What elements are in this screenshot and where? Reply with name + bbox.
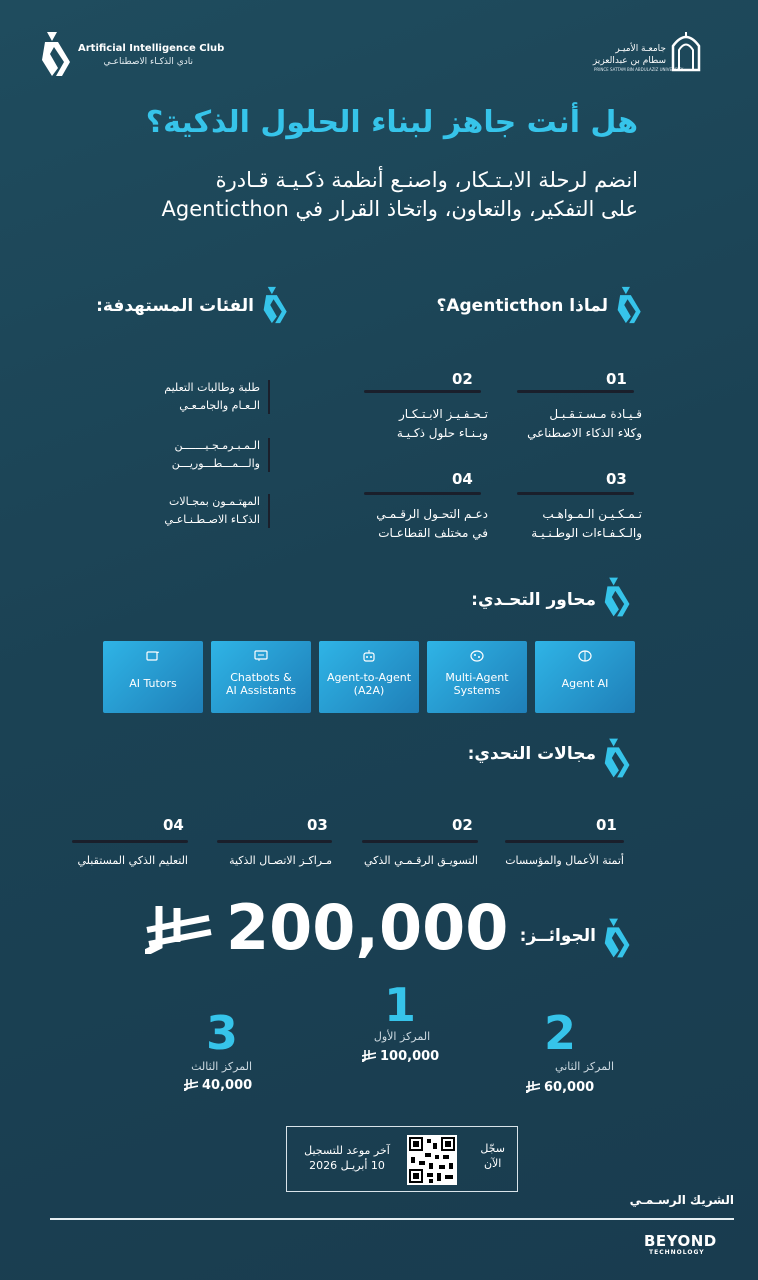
brain-icon	[578, 650, 592, 662]
hero-subtitle-line1: انضم لرحلة الابـتـكار، واصنـع أنظمة ذكـيـة قـادرة	[215, 168, 638, 192]
prizes-title: الجوائــز:	[519, 926, 596, 946]
prizes-total: 200,000	[226, 891, 509, 964]
why-item-divider	[517, 390, 634, 393]
club-name-en: Artificial Intelligence Club	[78, 43, 225, 54]
register-line1: سجّل	[480, 1142, 505, 1155]
university-name-en: PRINCE SATTAM BIN ABDULAZIZ UNIVERSITY	[594, 67, 684, 72]
why-item-line2: والـكـفـاءات الوطـنـيـة	[531, 526, 642, 540]
field-item-label: أتمتة الأعمال والمؤسسات	[505, 854, 624, 867]
axis-card-line1: Agent AI	[561, 677, 609, 690]
axis-card	[535, 641, 635, 713]
axis-card	[103, 641, 203, 713]
why-item-divider	[364, 492, 481, 495]
target-item	[120, 379, 260, 415]
target-line2: والـــمـــطـــوريـــن	[171, 457, 260, 470]
field-item-label: التعليم الذكي المستقبلي	[77, 854, 188, 867]
partner-label: الشريك الرسـمـي	[629, 1193, 734, 1207]
target-item	[120, 493, 260, 529]
axis-card-line1: Agent-to-Agent	[326, 671, 412, 684]
saudi-riyal-icon	[184, 1079, 198, 1091]
prize-label: المركز الثالث	[191, 1060, 252, 1073]
field-item-divider	[505, 840, 624, 843]
why-item-line1: دعـم التحـول الرقـمـي	[376, 507, 488, 521]
target-line2: الذكـاء الاصـطـنـاعـي	[164, 513, 260, 526]
why-item-divider	[364, 390, 481, 393]
university-emblem-icon	[669, 30, 703, 72]
axis-card-line2: AI Assistants	[225, 684, 297, 697]
club-logo-icon	[40, 30, 74, 78]
prize-amount: 40,000	[202, 1078, 253, 1093]
target-item	[120, 437, 260, 473]
field-item-divider	[72, 840, 188, 843]
axis-card-line1: Multi-Agent	[445, 671, 509, 684]
field-item-number: 02	[452, 816, 473, 834]
prize-amount: 100,000	[380, 1049, 440, 1064]
prize-rank: 1	[384, 978, 417, 1032]
why-item-line1: تـمـكـيـن الـمـواهـب	[542, 507, 642, 521]
fields-title: مجالات التحدي:	[467, 744, 596, 764]
why-title: لماذا Agenticthon؟	[436, 296, 608, 316]
why-item-number: 01	[606, 370, 627, 388]
chat-screen-icon	[254, 650, 268, 662]
target-line1: طلبة وطالبات التعليم	[164, 381, 260, 394]
axis-card-line1: Chatbots &	[230, 671, 292, 684]
why-item	[346, 405, 488, 443]
field-item-label: التسويـق الرقـمـي الذكي	[364, 854, 478, 867]
partner-logo-name: BEYOND	[644, 1232, 717, 1250]
qr-code-icon[interactable]	[407, 1135, 457, 1185]
university-name-line2: سطام بن عبدالعزيز	[592, 56, 666, 66]
why-item-line1: قـيـادة مـسـتـقـبـل	[549, 407, 642, 421]
why-section-icon	[616, 282, 644, 328]
prize-label: المركز الثاني	[555, 1060, 614, 1073]
why-item	[346, 505, 488, 543]
prize-rank: 2	[544, 1006, 577, 1060]
hero-subtitle	[60, 166, 638, 224]
saudi-riyal-icon	[145, 906, 213, 954]
prize-amount: 60,000	[544, 1080, 595, 1095]
target-divider	[268, 494, 270, 528]
robot-icon	[362, 650, 376, 662]
partner-logo-tagline: TECHNOLOGY	[649, 1249, 705, 1256]
register-now	[480, 1141, 505, 1171]
why-item-line2: وبـنـاء حلول ذكـيـة	[396, 426, 488, 440]
targets-title: الفئات المستهدفة:	[96, 296, 254, 316]
footer-divider	[50, 1218, 734, 1220]
why-item-line1: تـحـفـيـز الابـتـكـار	[398, 407, 488, 421]
fields-section-icon	[603, 733, 633, 783]
why-item	[500, 405, 642, 443]
university-name-ar	[590, 43, 666, 67]
axis-card	[211, 641, 311, 713]
target-line1: الـمـبـرمـجـيـــــــن	[174, 439, 260, 452]
axes-title: محاور التحـدي:	[471, 590, 596, 610]
field-item-number: 04	[163, 816, 184, 834]
axis-card	[427, 641, 527, 713]
targets-section-icon	[262, 282, 290, 328]
target-line2: الـعـام والجامـعـي	[179, 399, 260, 412]
university-name-line1: جامعـة الأميـر	[615, 44, 666, 54]
registration-deadline	[297, 1143, 397, 1173]
axis-card-line1: AI Tutors	[129, 677, 177, 690]
why-item-line2: في مختلف القطاعـات	[378, 526, 488, 540]
deadline-line2: 10 أبريـل 2026	[309, 1159, 385, 1172]
field-item-label: مـراكـز الاتصـال الذكية	[229, 854, 332, 867]
club-name-ar: نادي الذكـاء الاصطناعـي	[103, 57, 193, 67]
hero-subtitle-line2: على التفكير، والتعاون، واتخاذ القرار في Agenticthon	[161, 197, 638, 221]
ai-chat-icon	[146, 650, 160, 662]
field-item-number: 03	[307, 816, 328, 834]
target-divider	[268, 438, 270, 472]
why-item-number: 04	[452, 470, 473, 488]
prize-label: المركز الأول	[373, 1030, 431, 1043]
axes-section-icon	[603, 572, 633, 622]
saudi-riyal-icon	[526, 1081, 540, 1093]
why-item-number: 02	[452, 370, 473, 388]
field-item-divider	[362, 840, 478, 843]
hero-title: هل أنت جاهز لبناء الحلول الذكية؟	[145, 105, 638, 140]
why-item-number: 03	[606, 470, 627, 488]
axis-card-line2: Systems	[453, 684, 501, 697]
register-line2: الآن	[483, 1157, 502, 1170]
axis-card	[319, 641, 419, 713]
target-line1: المهتـمـون بمجـالات	[169, 495, 260, 508]
network-brain-icon	[470, 650, 484, 662]
deadline-line1: آخر موعد للتسجيل	[304, 1144, 390, 1157]
why-item	[500, 505, 642, 543]
axis-card-line2: (A2A)	[353, 684, 385, 697]
saudi-riyal-icon	[362, 1050, 376, 1062]
registration-box[interactable]	[286, 1126, 518, 1192]
why-item-line2: وكلاء الذكاء الاصطناعي	[527, 426, 642, 440]
prizes-section-icon	[603, 910, 633, 966]
field-item-number: 01	[596, 816, 617, 834]
target-divider	[268, 380, 270, 414]
field-item-divider	[217, 840, 332, 843]
why-item-divider	[517, 492, 634, 495]
prize-rank: 3	[206, 1006, 239, 1060]
